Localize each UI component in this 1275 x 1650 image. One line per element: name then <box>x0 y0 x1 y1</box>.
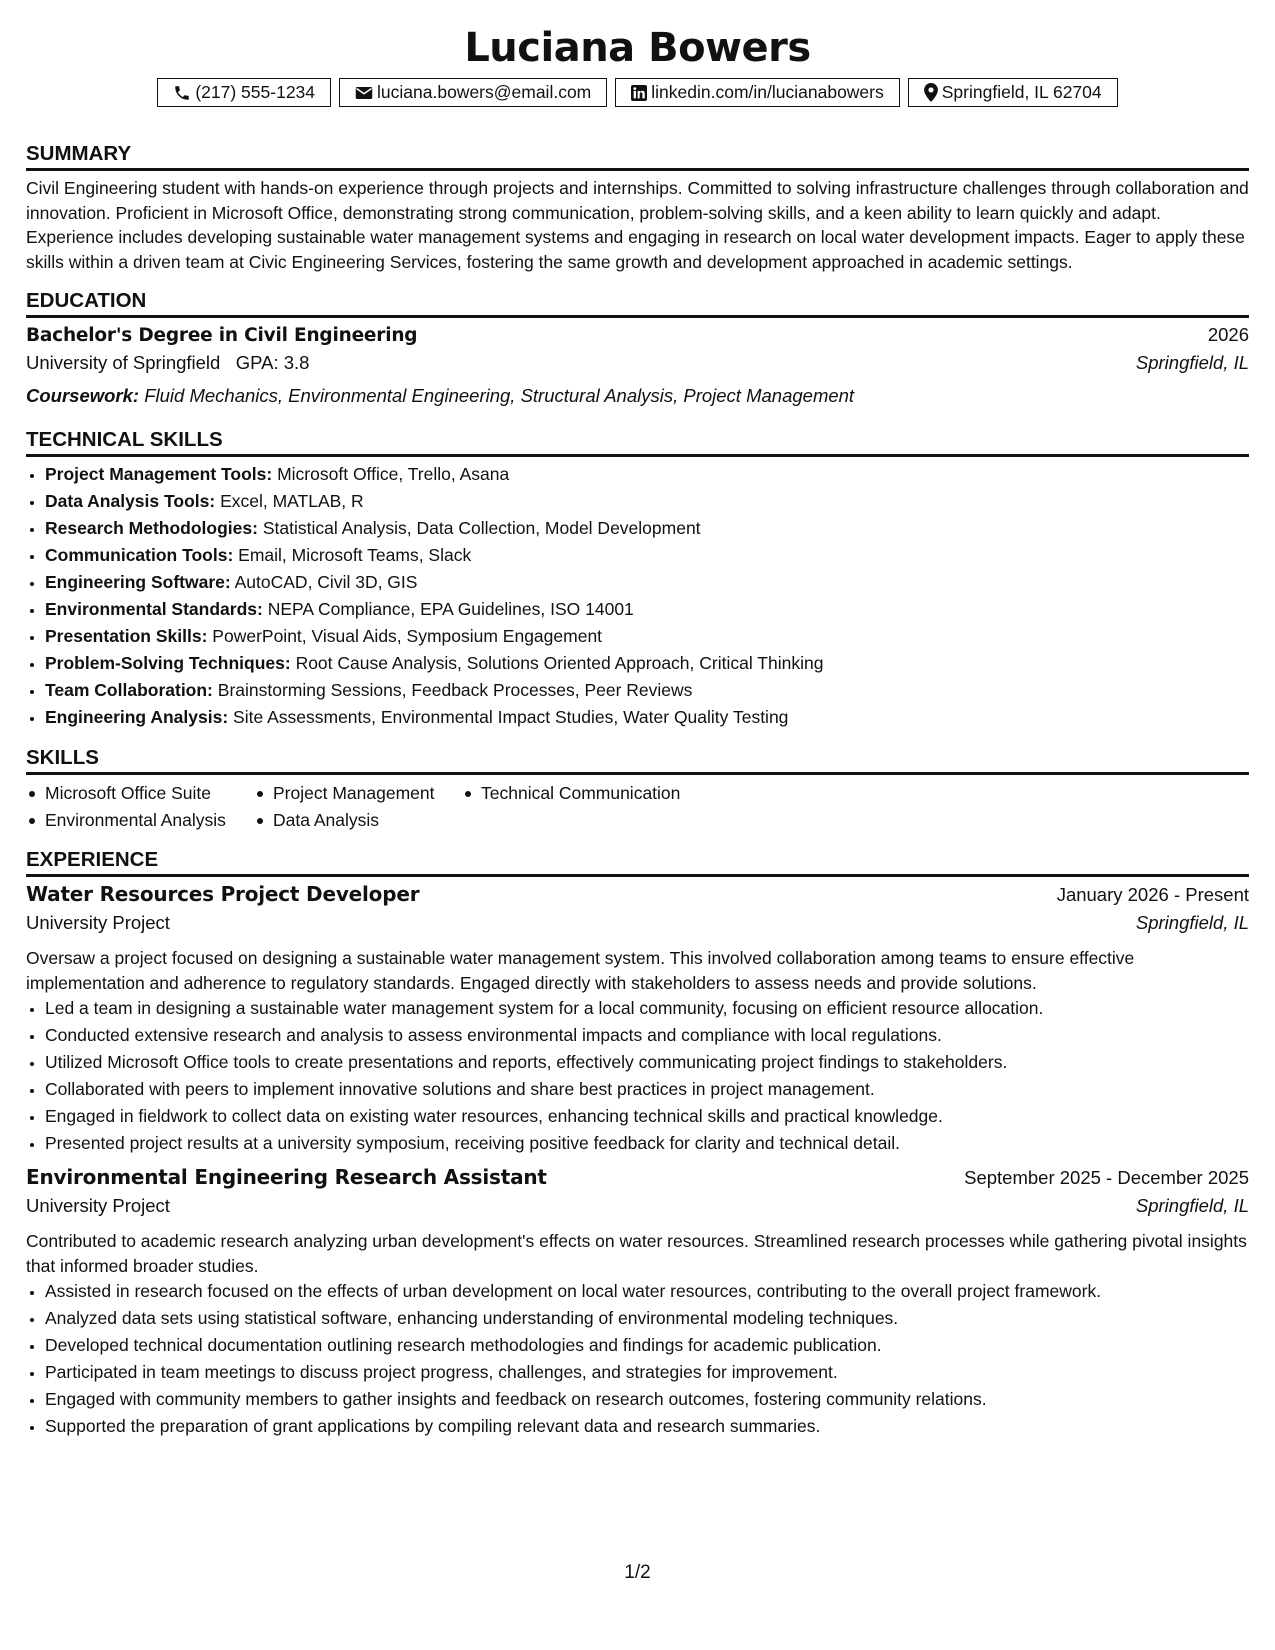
location-text: Springfield, IL 62704 <box>941 82 1102 102</box>
list-item <box>45 488 1249 515</box>
skill-value: NEPA Compliance, EPA Guidelines, ISO 14001 <box>267 599 634 619</box>
resume-page <box>26 22 1249 1440</box>
skill-label: Communication Tools: <box>45 545 234 565</box>
school-location: Springfield, IL <box>1135 352 1249 373</box>
skill-label: Engineering Analysis: <box>45 707 229 727</box>
contact-phone[interactable] <box>157 78 331 107</box>
list-item <box>45 461 1249 488</box>
job-location: Springfield, IL <box>1135 1195 1249 1216</box>
section-heading: SKILLS <box>26 745 1249 775</box>
list-item: • Assisted in research focused on the effects of urban development on local water resources, contributing to the overall project framework. <box>45 1278 1249 1305</box>
job-org: University Project <box>26 912 170 933</box>
skill-value: AutoCAD, Civil 3D, GIS <box>234 572 418 592</box>
list-item: • Supported the preparation of grant applications by compiling relevant data and research summaries. <box>45 1413 1249 1440</box>
map-pin-icon <box>924 83 938 102</box>
list-item: • Led a team in designing a sustainable water management system for a local community, focusing on efficient resource allocation. <box>45 995 1249 1022</box>
skill-value: Excel, MATLAB, R <box>220 491 364 511</box>
graduation-year: 2026 <box>1207 324 1249 345</box>
degree-title: Bachelor's Degree in Civil Engineering <box>26 325 418 346</box>
skill-value: PowerPoint, Visual Aids, Symposium Engagement <box>212 626 603 646</box>
envelope-icon <box>355 85 373 101</box>
skill-label: Project Management Tools: <box>45 464 273 484</box>
contact-bar <box>26 78 1249 107</box>
job-title-row <box>26 1165 1249 1195</box>
skill-label: Data Analysis Tools: <box>45 491 216 511</box>
degree-row <box>26 324 1249 352</box>
list-item: • Participated in team meetings to discuss project progress, challenges, and strategies for improvement. <box>45 1359 1249 1386</box>
job-org-row <box>26 1195 1249 1226</box>
contact-linkedin[interactable] <box>615 78 899 107</box>
skill-label: Team Collaboration: <box>45 680 213 700</box>
skill-value: Statistical Analysis, Data Collection, Model Development <box>262 518 701 538</box>
list-item: • Utilized Microsoft Office tools to create presentations and reports, effectively communicating project findings to stakeholders. <box>45 1049 1249 1076</box>
job-bullets <box>26 1278 1249 1440</box>
list-item <box>45 596 1249 623</box>
summary-text: Civil Engineering student with hands-on experience through projects and internships. Committed to solving infrastructure challenges through collaboration and innovation. Proficient in Microsoft Office, demonstrating strong communication, problem-solving skills, and a keen ability to learn quickly and adapt. Experience includes developing sustainable water management systems and engaging in research on local water development impacts. Eager to apply these skills within a driven team at Civic Engineering Services, fostering the same growth and development approached in academic settings. <box>26 178 1249 272</box>
list-item: • Presented project results at a university symposium, receiving positive feedback for clarity and technical detail. <box>45 1130 1249 1157</box>
list-item <box>45 515 1249 542</box>
section-heading: EDUCATION <box>26 288 1249 318</box>
school-row <box>26 352 1249 381</box>
coursework-line <box>26 381 1249 410</box>
school-name: University of Springfield <box>26 352 221 373</box>
experience-section <box>26 847 1249 1440</box>
skills-grid <box>26 780 1249 833</box>
skill-item: Technical Communication <box>462 780 762 807</box>
skill-value: Site Assessments, Environmental Impact Studies, Water Quality Testing <box>233 707 789 727</box>
list-item <box>45 542 1249 569</box>
job-org: University Project <box>26 1195 170 1216</box>
list-item: • Collaborated with peers to implement innovative solutions and share best practices in project management. <box>45 1076 1249 1103</box>
education-section <box>26 288 1249 410</box>
section-heading: EXPERIENCE <box>26 847 1249 877</box>
skill-label: Engineering Software: <box>45 572 231 592</box>
summary-section <box>26 141 1249 274</box>
coursework-list: Fluid Mechanics, Environmental Engineering, Structural Analysis, Project Management <box>144 385 855 406</box>
school-info <box>26 352 309 374</box>
job-description: Oversaw a project focused on designing a sustainable water management system. This involved collaboration among teams to ensure effective implementation and adherence to regulatory standards. Engaged directly with stakeholders to assess needs and provide solutions. <box>26 948 1135 993</box>
skill-label: Research Methodologies: <box>45 518 258 538</box>
skill-value: Microsoft Office, Trello, Asana <box>277 464 510 484</box>
list-item: • Engaged with community members to gather insights and feedback on research outcomes, fostering community relations. <box>45 1386 1249 1413</box>
skill-item: Microsoft Office Suite <box>26 780 254 807</box>
skills-section <box>26 745 1249 833</box>
linkedin-icon <box>631 85 647 101</box>
skill-item: Environmental Analysis <box>26 807 254 834</box>
technical-skills-section <box>26 427 1249 731</box>
list-item <box>45 704 1249 731</box>
list-item: • Analyzed data sets using statistical software, enhancing understanding of environmental modeling techniques. <box>45 1305 1249 1332</box>
job-dates: September 2025 - December 2025 <box>964 1167 1249 1188</box>
job-bullets <box>26 995 1249 1157</box>
list-item: • Conducted extensive research and analysis to assess environmental impacts and compliance with local regulations. <box>45 1022 1249 1049</box>
job-entry <box>26 1165 1249 1440</box>
linkedin-text: linkedin.com/in/lucianabowers <box>651 82 884 102</box>
gpa: GPA: 3.8 <box>235 352 310 373</box>
page-number: 1/2 <box>624 1562 651 1583</box>
contact-email[interactable] <box>339 78 607 107</box>
section-heading: TECHNICAL SKILLS <box>26 427 1249 457</box>
skill-item: Data Analysis <box>254 807 462 834</box>
candidate-name: Luciana Bowers <box>464 25 811 71</box>
skill-label: Presentation Skills: <box>45 626 208 646</box>
list-item <box>45 623 1249 650</box>
email-text: luciana.bowers@email.com <box>377 82 592 102</box>
job-title: Water Resources Project Developer <box>26 882 420 906</box>
job-location: Springfield, IL <box>1135 912 1249 933</box>
skill-value: Brainstorming Sessions, Feedback Processes, Peer Reviews <box>217 680 693 700</box>
list-item <box>45 650 1249 677</box>
coursework-label: Coursework: <box>26 385 140 406</box>
job-description: Contributed to academic research analyzing urban development's effects on water resources. Streamlined research processes while gathering pivotal insights that informed broader studies. <box>26 1231 1247 1276</box>
list-item: • Developed technical documentation outlining research methodologies and findings for academic publication. <box>45 1332 1249 1359</box>
job-title-row <box>26 882 1249 912</box>
skill-value: Email, Microsoft Teams, Slack <box>238 545 472 565</box>
list-item <box>45 677 1249 704</box>
job-entry <box>26 882 1249 1157</box>
job-title: Environmental Engineering Research Assistant <box>26 1165 547 1189</box>
skill-label: Problem-Solving Techniques: <box>45 653 291 673</box>
phone-icon <box>173 84 191 102</box>
phone-text: (217) 555-1234 <box>195 82 316 102</box>
skill-label: Environmental Standards: <box>45 599 263 619</box>
job-org-row <box>26 912 1249 943</box>
list-item: • Engaged in fieldwork to collect data on existing water resources, enhancing technical skills and practical knowledge. <box>45 1103 1249 1130</box>
job-dates: January 2026 - Present <box>1056 884 1249 905</box>
contact-location <box>908 78 1118 107</box>
section-heading: SUMMARY <box>26 141 1249 171</box>
technical-skills-list <box>26 461 1249 731</box>
skill-value: Root Cause Analysis, Solutions Oriented Approach, Critical Thinking <box>295 653 824 673</box>
skill-item: Project Management <box>254 780 462 807</box>
list-item <box>45 569 1249 596</box>
